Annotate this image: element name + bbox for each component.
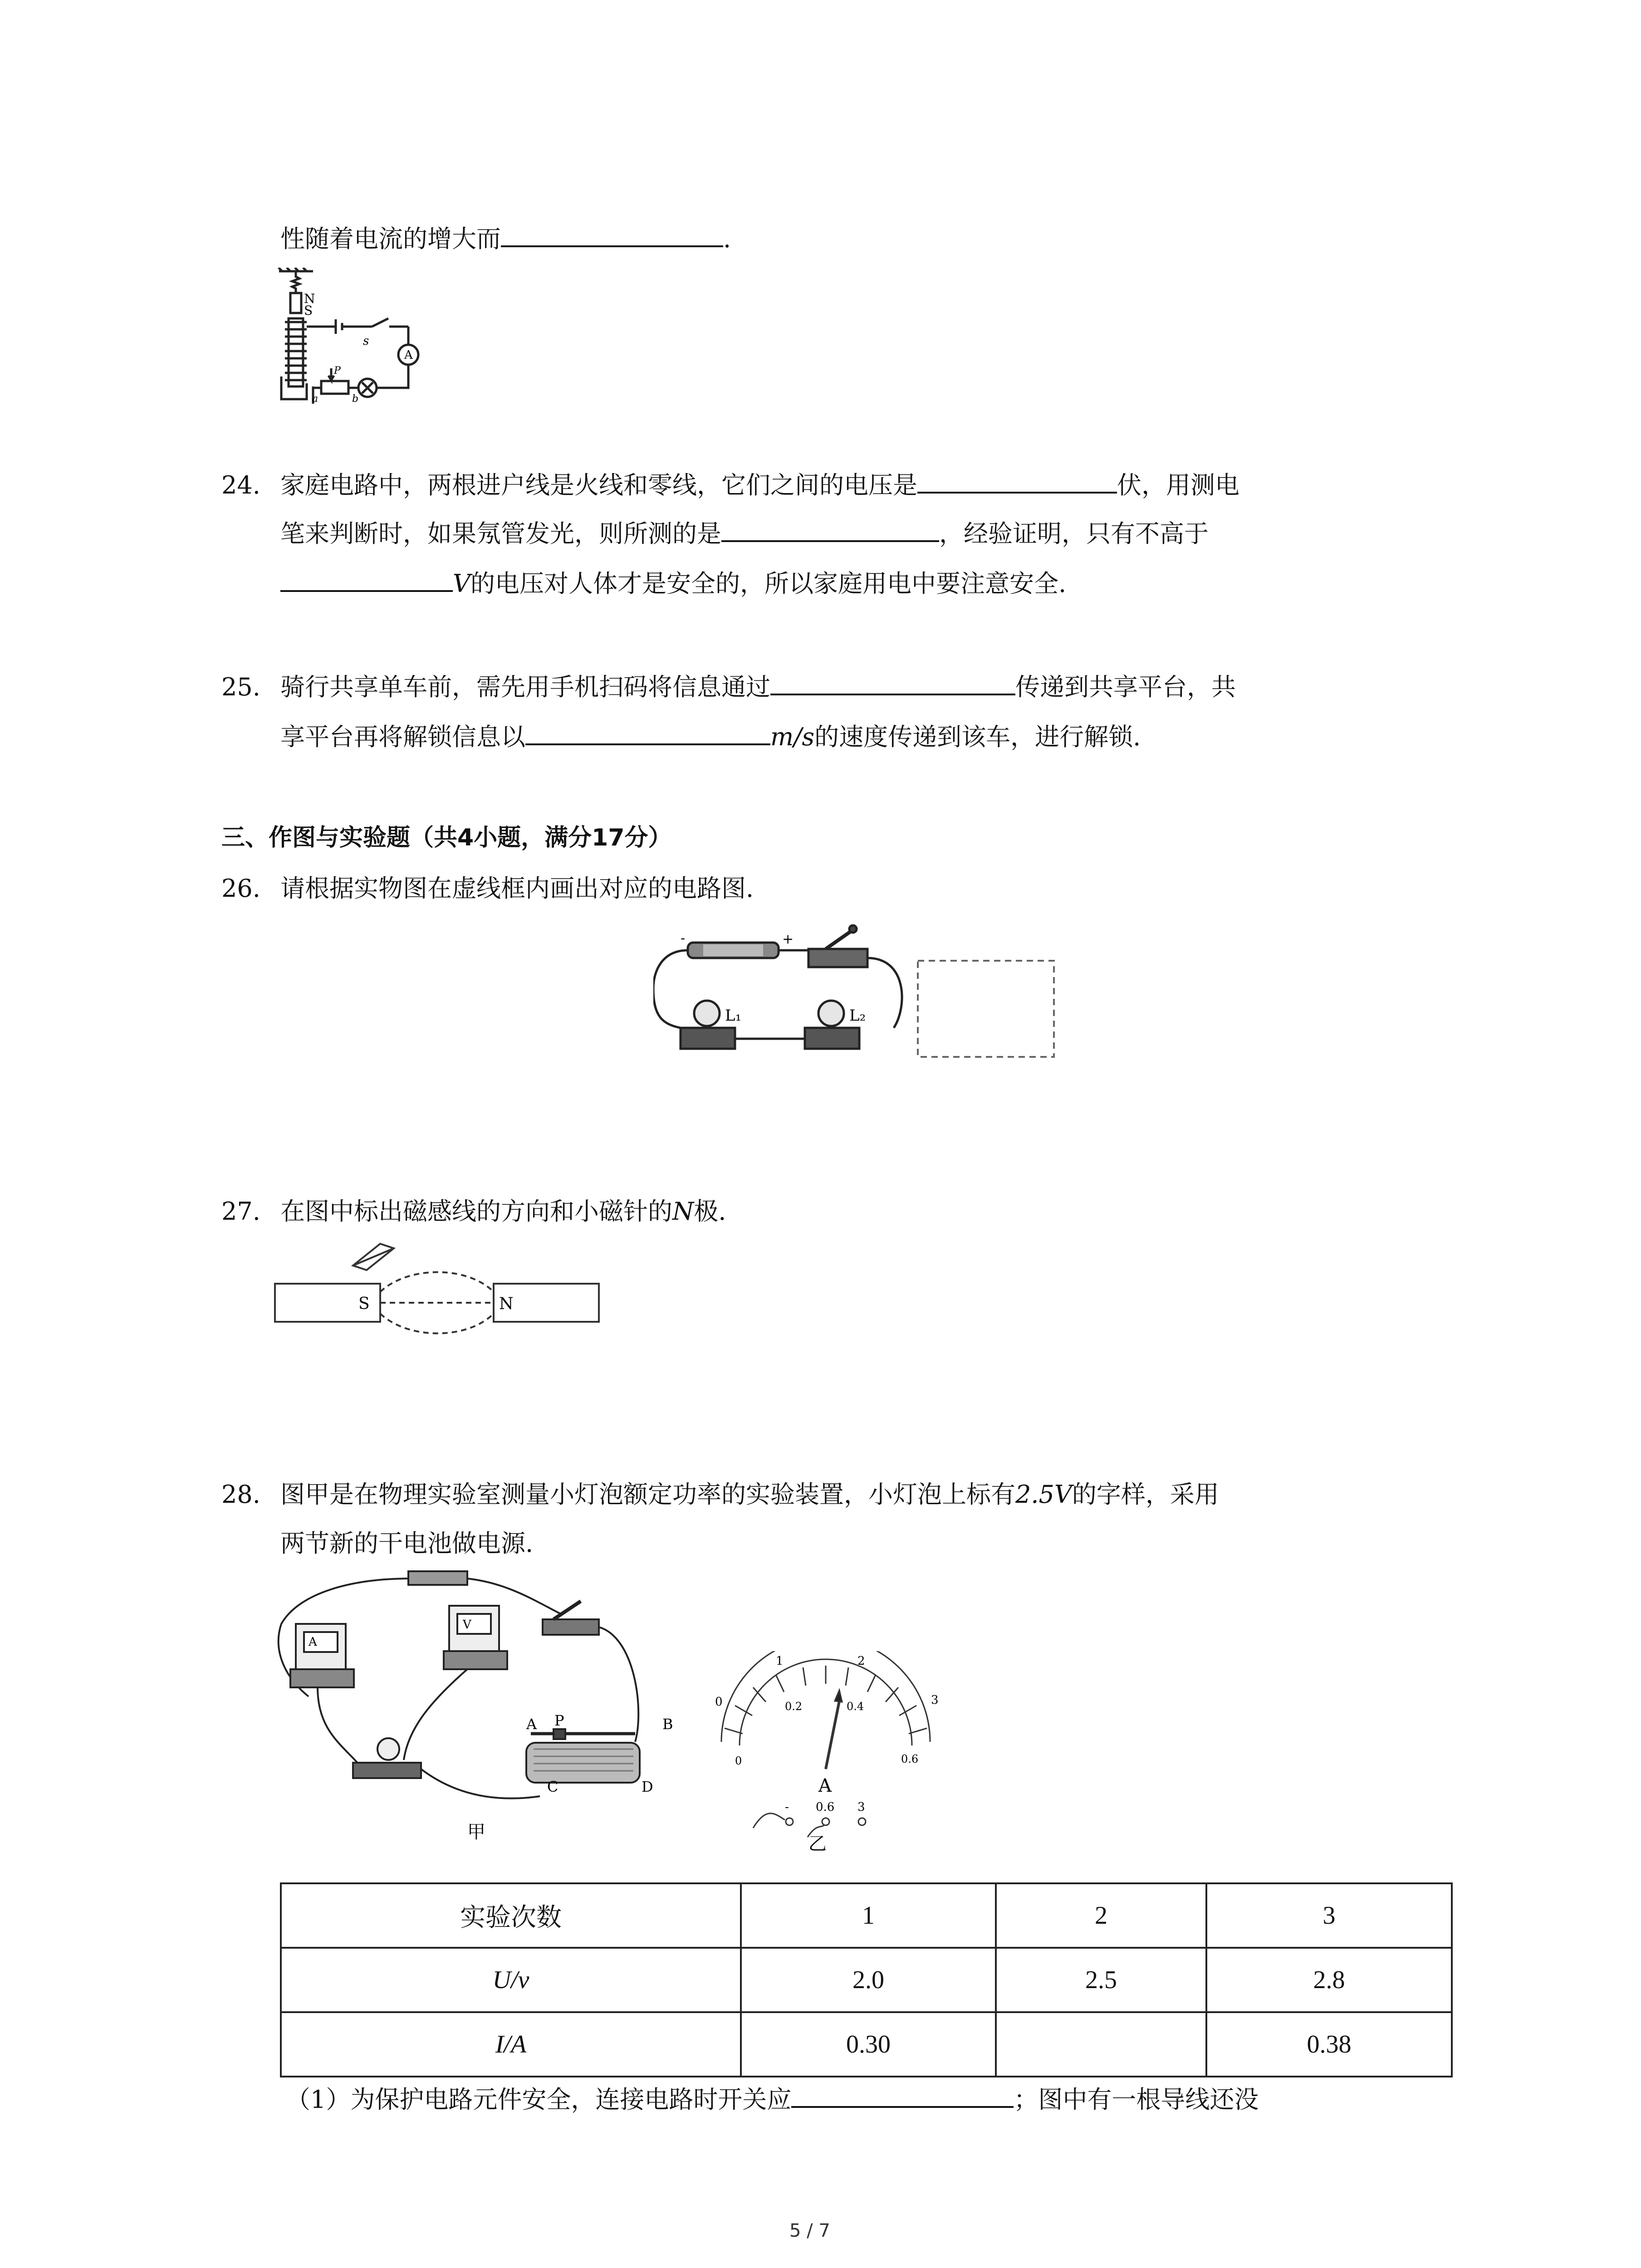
page-number: 5 / 7: [789, 2220, 830, 2241]
q24-line1: 家庭电路中，两根进户线是火线和零线，它们之间的电压是 伏，用测电: [280, 460, 1239, 510]
svg-text:N: N: [304, 291, 315, 306]
q25-line1: 骑行共享单车前，需先用手机扫码将信息通过 传递到共享平台，共: [280, 662, 1236, 712]
table-cell: 0.30: [741, 2012, 996, 2077]
table-cell: 2.0: [741, 1948, 996, 2012]
svg-text:0.6: 0.6: [901, 1753, 919, 1765]
table-cell: 2.5: [996, 1948, 1206, 2012]
q28-data-table: [280, 1882, 1453, 2077]
svg-text:P: P: [554, 1712, 564, 1729]
q28-fig-jia: [272, 1565, 703, 1851]
svg-text:+: +: [782, 931, 794, 947]
section-heading: 三、作图与实验题（共4小题，满分17分）: [221, 824, 672, 851]
answer-blank[interactable]: [525, 716, 770, 745]
svg-text:C: C: [547, 1778, 558, 1795]
svg-text:0: 0: [735, 1755, 742, 1767]
svg-text:-: -: [785, 1800, 789, 1814]
svg-text:-: -: [681, 930, 686, 946]
q25-number: 25.: [221, 673, 260, 701]
table-row: [281, 1948, 1452, 2012]
q27-number: 27.: [221, 1197, 260, 1226]
answer-blank[interactable]: [280, 563, 453, 592]
svg-text:3: 3: [931, 1693, 939, 1707]
table-header-cell: 1: [741, 1883, 996, 1948]
svg-text:D: D: [642, 1778, 653, 1795]
table-row-label: U/v: [281, 1948, 741, 2012]
svg-text:V: V: [463, 1618, 471, 1632]
table-header-row: [281, 1883, 1452, 1948]
q24-line2: 笔来判断时，如果氖管发光，则所测的是 ，经验证明，只有不高于: [280, 509, 1209, 559]
table-header-cell: 3: [1206, 1883, 1452, 1948]
svg-text:3: 3: [857, 1800, 865, 1814]
drawing-box[interactable]: [918, 961, 1054, 1057]
table-row-label: I/A: [281, 2012, 741, 2077]
table-row: [281, 2012, 1452, 2077]
table-header-cell: 实验次数: [281, 1883, 741, 1948]
svg-text:P: P: [334, 365, 341, 376]
svg-text:2: 2: [857, 1654, 865, 1668]
q23-electromagnet-figure: [272, 268, 436, 404]
q28-sub1: （1）为保护电路元件安全，连接电路时开关应 ；图中有一根导线还没: [286, 2075, 1259, 2125]
q25-line2: 享平台再将解锁信息以 m/s的速度传递到该车，进行解锁.: [280, 712, 1141, 762]
q24-line3: V的电压对人体才是安全的，所以家庭用电中要注意安全.: [280, 559, 1066, 609]
q27-text: 在图中标出磁感线的方向和小磁针的N极.: [280, 1197, 726, 1226]
svg-text:b: b: [352, 393, 359, 404]
table-cell: 0.38: [1206, 2012, 1452, 2077]
svg-text:B: B: [662, 1716, 673, 1733]
svg-text:L₁: L₁: [725, 1007, 742, 1025]
svg-text:a: a: [312, 393, 318, 404]
answer-blank[interactable]: [770, 666, 1015, 695]
svg-text:0.4: 0.4: [847, 1700, 864, 1713]
q28-number: 28.: [221, 1480, 260, 1509]
q27-magnet-figure: [272, 1238, 608, 1343]
q26-circuit-figure: [653, 916, 1062, 1066]
svg-text:0.2: 0.2: [785, 1700, 803, 1713]
svg-text:乙: 乙: [808, 1833, 827, 1854]
answer-blank[interactable]: [501, 218, 723, 247]
svg-text:L₂: L₂: [849, 1007, 866, 1025]
answer-blank[interactable]: [791, 2079, 1014, 2108]
q26-text: 请根据实物图在虚线框内画出对应的电路图.: [280, 874, 754, 903]
table-cell-blank[interactable]: [996, 2012, 1206, 2077]
q28-line2: 两节新的干电池做电源.: [280, 1529, 534, 1558]
svg-text:1: 1: [776, 1654, 784, 1668]
svg-text:S: S: [304, 303, 313, 318]
svg-text:A: A: [526, 1716, 537, 1733]
table-cell: 2.8: [1206, 1948, 1452, 2012]
q24-number: 24.: [221, 471, 260, 499]
svg-text:s: s: [363, 334, 369, 348]
svg-text:A: A: [404, 348, 413, 362]
svg-text:0: 0: [715, 1695, 723, 1709]
answer-blank[interactable]: [721, 513, 939, 542]
q28-line1: 图甲是在物理实验室测量小灯泡额定功率的实验装置，小灯泡上标有2.5V的字样，采用: [280, 1480, 1219, 1509]
q26-number: 26.: [221, 874, 260, 903]
answer-blank[interactable]: [917, 464, 1117, 494]
svg-text:0.6: 0.6: [816, 1800, 835, 1814]
svg-text:A: A: [818, 1775, 832, 1796]
svg-text:S: S: [358, 1295, 370, 1313]
q23-continuation: 性随着电流的增大而 .: [280, 214, 731, 264]
svg-text:A: A: [309, 1635, 317, 1649]
q28-fig-yi-ammeter: [699, 1651, 953, 1855]
svg-text:甲: 甲: [467, 1822, 485, 1843]
svg-text:N: N: [499, 1295, 514, 1313]
table-header-cell: 2: [996, 1883, 1206, 1948]
